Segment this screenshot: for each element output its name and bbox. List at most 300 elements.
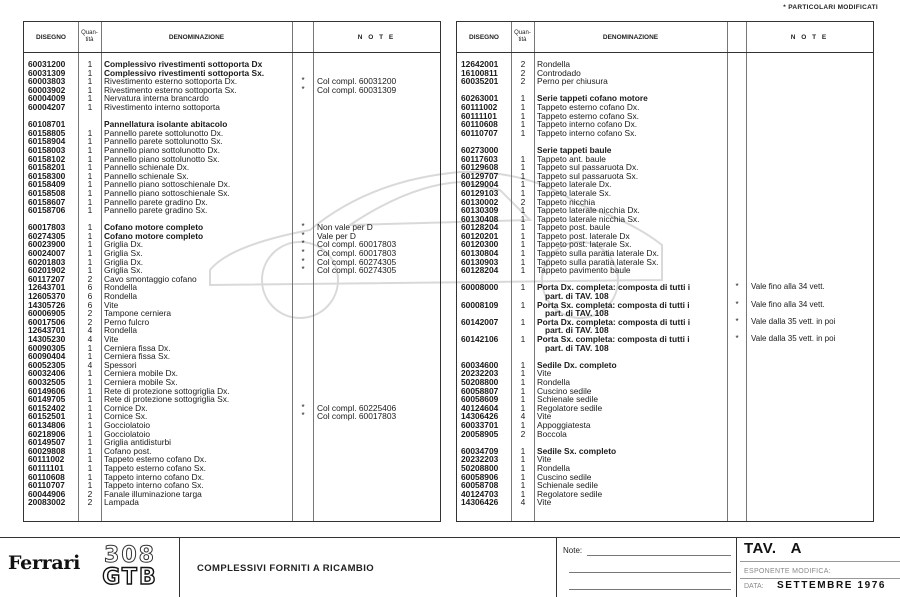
model-number: 308 xyxy=(104,543,156,568)
table-row xyxy=(24,481,440,490)
quantity: 1 xyxy=(87,454,93,465)
quantity: 2 xyxy=(520,196,526,207)
modified-parts-legend: * PARTICOLARI MODIFICATI xyxy=(783,4,878,11)
quantity: 1 xyxy=(87,101,93,112)
quantity: 2 xyxy=(87,316,93,327)
part-code: 60158409 xyxy=(28,179,66,190)
table-row xyxy=(457,198,873,207)
notes-line xyxy=(569,572,731,573)
table-row xyxy=(24,180,440,189)
description-line: Tappeto sul passaruota Dx. xyxy=(537,162,639,173)
description-line: Tappeto sulla paratia laterale Dx. xyxy=(537,248,659,259)
quantity: 1 xyxy=(520,394,526,405)
tav-label: TAV. xyxy=(744,540,777,557)
description-line: Tappeto esterno cofano Sx. xyxy=(537,110,639,121)
part-code: 60263001 xyxy=(461,93,499,104)
quantity: 2 xyxy=(87,273,93,284)
quantity: 1 xyxy=(87,187,93,198)
note: Vale dalla 35 vett. in poi xyxy=(751,334,836,343)
quantity: 4 xyxy=(87,359,93,370)
quantity: 1 xyxy=(520,179,526,190)
description-line: Rondella xyxy=(104,291,138,302)
part-code: 60034600 xyxy=(461,359,499,370)
description-line: Tappeto ant. baule xyxy=(537,153,606,164)
part-code: 60111101 xyxy=(28,462,64,473)
modified-marker: * xyxy=(301,76,305,86)
part-code: 60134806 xyxy=(28,419,66,430)
table-row xyxy=(24,430,440,439)
part-code: 14305726 xyxy=(28,299,66,310)
table-row xyxy=(24,292,440,301)
quantity: 1 xyxy=(520,239,526,250)
table-row xyxy=(24,344,440,353)
part-code: 20232203 xyxy=(461,368,499,379)
quantity: 1 xyxy=(520,187,526,198)
table-row xyxy=(457,283,873,300)
table-row xyxy=(24,146,440,155)
description-line: Pannello parete gradino Sx. xyxy=(104,205,208,216)
modified-marker: * xyxy=(301,265,305,275)
quantity: 4 xyxy=(520,411,526,422)
quantity: 1 xyxy=(520,488,526,499)
table-header xyxy=(457,22,873,53)
description-line: Tappeto laterale nicchia Sx. xyxy=(537,213,640,224)
table-row xyxy=(24,369,440,378)
part-code: 60108701 xyxy=(28,119,66,130)
modified-marker: * xyxy=(301,84,305,94)
part-code: 60090305 xyxy=(28,342,66,353)
quantity: 1 xyxy=(520,153,526,164)
esponente-modifica: ESPONENTE MODIFICA: xyxy=(744,568,831,575)
table-row xyxy=(457,301,873,318)
table-row xyxy=(457,387,873,396)
description-line: Tappeto post. laterale Sx. xyxy=(537,239,632,250)
description-line: Serie tappeti baule xyxy=(537,144,612,155)
description-line: Cavo smontaggio cofano xyxy=(104,273,197,284)
description-line: Tappeto post. baule xyxy=(537,222,611,233)
quantity: 1 xyxy=(520,93,526,104)
part-code: 60110707 xyxy=(28,480,65,491)
description-line: Pannello schienale Sx. xyxy=(104,170,189,181)
part-code: 20232203 xyxy=(461,454,499,465)
quantity: 1 xyxy=(87,136,93,147)
quantity: 1 xyxy=(520,334,526,344)
table-row xyxy=(457,240,873,249)
description-line: Tappeto interno cofano Dx. xyxy=(537,119,638,130)
part-code: 60201902 xyxy=(28,265,66,276)
parts-table-right xyxy=(456,21,874,522)
quantity: 1 xyxy=(87,342,93,353)
quantity: 1 xyxy=(520,248,526,259)
table-row xyxy=(457,146,873,155)
part-code: 60006905 xyxy=(28,308,66,319)
part-code: 60120300 xyxy=(461,239,499,250)
table-row xyxy=(24,266,440,275)
part-code: 60149606 xyxy=(28,385,66,396)
part-code: 60032406 xyxy=(28,368,66,379)
part-code: 16100811 xyxy=(461,67,498,78)
part-code: 60058906 xyxy=(461,471,499,482)
part-code: 40124703 xyxy=(461,488,499,499)
part-code: 60044906 xyxy=(28,488,66,499)
part-code: 60129103 xyxy=(461,187,499,198)
description-line: Tappeto laterale nicchia Dx. xyxy=(537,205,640,216)
modified-marker: * xyxy=(301,230,305,240)
description xyxy=(537,498,551,507)
description xyxy=(104,206,207,215)
table-row xyxy=(457,498,873,507)
table-row xyxy=(457,249,873,258)
part-code: 60117603 xyxy=(461,153,498,164)
part-code: 60031309 xyxy=(28,67,66,78)
table-row xyxy=(457,206,873,215)
table-row xyxy=(24,318,440,327)
description-line: Pannello schienale Dx. xyxy=(104,162,190,173)
quantity: 2 xyxy=(520,428,526,439)
header-disegno: DISEGNO xyxy=(469,33,499,41)
description-line: Gocciolatoio xyxy=(104,428,151,439)
part-code: 60149705 xyxy=(28,394,66,405)
quantity: 1 xyxy=(87,196,93,207)
quantity: 4 xyxy=(87,334,93,344)
part-code: 14305230 xyxy=(28,334,66,344)
description-line: Pannello piano sottolunotto Dx. xyxy=(104,144,220,155)
description-line: Schienale sedile xyxy=(537,480,598,491)
table-row xyxy=(457,215,873,224)
quantity: 4 xyxy=(87,325,93,336)
part-code: 60129707 xyxy=(461,170,499,181)
note: Col compl. 60031200 xyxy=(317,76,397,87)
description-line: Perno fulcro xyxy=(104,316,150,327)
table-row xyxy=(24,326,440,335)
description-line: Complessivo rivestimenti sottoporta Dx xyxy=(104,59,263,69)
note: Non vale per D xyxy=(317,222,373,233)
note: Col compl. 60274305 xyxy=(317,256,397,267)
description-line: Vite xyxy=(537,497,552,508)
part-code: 60035201 xyxy=(461,76,499,87)
description-line: Tappeto laterale Sx. xyxy=(537,187,612,198)
table-row xyxy=(457,318,873,335)
part-code: 14306426 xyxy=(461,497,499,508)
description-continuation: part. di TAV. 108 xyxy=(545,308,609,319)
description-line: Serie tappeti cofano motore xyxy=(537,93,648,104)
quantity: 2 xyxy=(87,497,93,508)
description-line: Tappeto nicchia xyxy=(537,196,596,207)
part-code: 60058609 xyxy=(461,394,499,405)
quantity: 1 xyxy=(520,376,526,387)
table-row xyxy=(24,223,440,232)
header-quantita: Quan- tità xyxy=(81,30,98,43)
table-row xyxy=(457,490,873,499)
header-denominazione: DENOMINAZIONE xyxy=(602,33,659,41)
table-row xyxy=(24,120,440,129)
modified-marker: * xyxy=(301,222,305,232)
quantity: 2 xyxy=(87,488,93,499)
quantity: 2 xyxy=(520,59,526,69)
description xyxy=(104,498,139,507)
description-line: Tappeto esterno cofano Sx. xyxy=(104,462,206,473)
notes-line xyxy=(587,555,731,556)
table-row xyxy=(457,258,873,267)
table-row xyxy=(24,309,440,318)
quantity: 1 xyxy=(520,402,526,413)
table-row xyxy=(24,473,440,482)
part-code: 60218906 xyxy=(28,428,66,439)
table-row xyxy=(24,387,440,396)
description xyxy=(104,103,220,112)
quantity: 1 xyxy=(87,170,93,181)
description-line: Pannello piano sottoschienale Dx. xyxy=(104,179,231,190)
quantity: 1 xyxy=(87,84,93,95)
description xyxy=(537,335,690,352)
description-continuation: part. di TAV. 108 xyxy=(545,342,609,353)
quantity: 2 xyxy=(87,308,93,319)
modified-marker: * xyxy=(301,248,305,258)
quantity: 1 xyxy=(87,248,93,259)
quantity: 1 xyxy=(520,445,526,456)
quantity: 1 xyxy=(520,359,526,370)
table-row xyxy=(24,301,440,310)
description-line: Regolatore sedile xyxy=(537,488,603,499)
description-line: Griglia Dx. xyxy=(104,256,144,267)
notes-line xyxy=(569,589,731,590)
quantity: 1 xyxy=(520,385,526,396)
description-line: Rondella xyxy=(104,325,138,336)
header-note: N O T E xyxy=(790,33,829,41)
quantity: 2 xyxy=(520,67,526,78)
part-code: 60201803 xyxy=(28,256,66,267)
table-row xyxy=(24,283,440,292)
description xyxy=(537,77,608,86)
table-row xyxy=(457,421,873,430)
table-row xyxy=(24,447,440,456)
part-code: 60052305 xyxy=(28,359,66,370)
part-code: 60033701 xyxy=(461,419,499,430)
part-code: 50208800 xyxy=(461,462,499,473)
quantity: 1 xyxy=(87,351,93,362)
sheet-title: COMPLESSIVI FORNITI A RICAMBIO xyxy=(197,563,375,574)
note: Col compl. 60017803 xyxy=(317,248,397,259)
description-line: Tappeto laterale Dx. xyxy=(537,179,612,190)
table-row xyxy=(24,137,440,146)
quantity: 6 xyxy=(87,299,93,310)
table-row xyxy=(24,198,440,207)
part-code: 60090404 xyxy=(28,351,66,362)
part-code: 60149507 xyxy=(28,437,66,448)
table-row xyxy=(457,223,873,232)
table-row xyxy=(457,232,873,241)
part-code: 60274305 xyxy=(28,230,66,241)
modified-marker: * xyxy=(735,316,739,326)
table-row xyxy=(24,206,440,215)
description-line: Pannello parete gradino Dx. xyxy=(104,196,208,207)
data-label: DATA: xyxy=(744,583,764,590)
part-code: 60111002 xyxy=(28,454,65,465)
table-row xyxy=(24,189,440,198)
table-row xyxy=(24,455,440,464)
description-line: Nervatura interna brancardo xyxy=(104,93,209,104)
description-line: Tappeto sulla paratia laterale Sx. xyxy=(537,256,659,267)
table-row xyxy=(457,447,873,456)
description-line: Cofano motore completo xyxy=(104,230,204,241)
description-line: Pannello piano sottolunotto Sx. xyxy=(104,153,220,164)
description-line: Cofano motore completo xyxy=(104,222,204,233)
description-line: Griglia Dx. xyxy=(104,239,144,250)
modified-marker: * xyxy=(301,411,305,421)
table-body xyxy=(457,60,873,507)
description-line: Cornice Sx. xyxy=(104,411,148,422)
part-code: 60032505 xyxy=(28,376,66,387)
part-code: 60058708 xyxy=(461,480,499,491)
part-code: 60130804 xyxy=(461,248,499,259)
description-line: Tappeto post. laterale Dx xyxy=(537,230,630,241)
description xyxy=(537,283,690,300)
tav-number xyxy=(744,540,802,557)
header-disegno: DISEGNO xyxy=(36,33,66,41)
description-line: Rondella xyxy=(537,462,571,473)
quantity: 1 xyxy=(520,265,526,276)
quantity: 1 xyxy=(87,394,93,405)
quantity: 1 xyxy=(87,162,93,173)
table-row xyxy=(24,421,440,430)
quantity: 1 xyxy=(520,368,526,379)
description-line: Cofano post. xyxy=(104,445,152,456)
quantity: 1 xyxy=(87,67,93,78)
description-line: Vite xyxy=(537,454,552,465)
note: Col compl. 60017803 xyxy=(317,411,397,422)
table-row xyxy=(24,464,440,473)
quantity: 1 xyxy=(87,230,93,241)
table-row xyxy=(457,378,873,387)
quantity: 1 xyxy=(520,213,526,224)
quantity: 1 xyxy=(520,282,526,293)
description-line: Rondella xyxy=(537,59,571,69)
description-line: Cerniera mobile Sx. xyxy=(104,376,178,387)
description-line: Vite xyxy=(537,411,552,422)
note: Vale per D xyxy=(317,230,356,241)
table-row xyxy=(24,155,440,164)
part-code: 60129004 xyxy=(461,179,499,190)
table-row xyxy=(457,361,873,370)
description-line: Tappeto esterno cofano Dx. xyxy=(537,101,640,112)
part-code: 60158706 xyxy=(28,205,66,216)
header-denominazione: DENOMINAZIONE xyxy=(168,33,225,41)
table-row xyxy=(457,103,873,112)
part-code: 60129608 xyxy=(461,162,499,173)
quantity: 1 xyxy=(520,299,526,310)
part-code: 12643701 xyxy=(28,325,66,336)
description-line: Boccola xyxy=(537,428,567,439)
description-line: Rete di protezione sottogriglia Dx. xyxy=(104,385,230,396)
table-row xyxy=(24,94,440,103)
quantity: 1 xyxy=(520,471,526,482)
table-row xyxy=(457,335,873,352)
table-row xyxy=(24,129,440,138)
table-row xyxy=(457,430,873,439)
table-row xyxy=(24,86,440,95)
description-continuation: part. di TAV. 108 xyxy=(545,325,609,336)
part-code: 60158003 xyxy=(28,144,66,155)
table-row xyxy=(24,378,440,387)
quantity: 1 xyxy=(87,205,93,216)
description-line: Rivestimento interno sottoporta xyxy=(104,101,220,112)
note: Vale dalla 35 vett. in poi xyxy=(751,316,836,326)
part-code: 60158805 xyxy=(28,127,66,138)
part-code: 14306426 xyxy=(461,411,499,422)
parts-table-left xyxy=(23,21,441,522)
part-code: 60152402 xyxy=(28,402,66,413)
note: Col compl. 60274305 xyxy=(317,265,397,276)
notes-label: Note: xyxy=(563,546,583,555)
part-code: 60003902 xyxy=(28,84,66,95)
table-row xyxy=(457,464,873,473)
quantity: 1 xyxy=(87,480,93,491)
quantity: 1 xyxy=(520,480,526,491)
part-code: 60158102 xyxy=(28,153,66,164)
model-name: GTB xyxy=(102,565,158,590)
header-quantita: Quan- tità xyxy=(514,30,531,43)
table-row xyxy=(24,490,440,499)
part-code: 60111002 xyxy=(461,101,498,112)
part-code: 60130309 xyxy=(461,205,499,216)
table-row xyxy=(457,395,873,404)
table-row xyxy=(457,120,873,129)
description-line: Rondella xyxy=(537,376,571,387)
part-code: 60034709 xyxy=(461,445,499,456)
table-row xyxy=(457,172,873,181)
description-line: Pannello parete sottolunotto Dx. xyxy=(104,127,224,138)
table-row xyxy=(457,129,873,138)
quantity: 1 xyxy=(87,445,93,456)
part-code: 60110608 xyxy=(461,119,498,130)
part-code: 60031200 xyxy=(28,59,66,69)
description-line: Spessori xyxy=(104,359,137,370)
table-row xyxy=(457,155,873,164)
table-row xyxy=(457,69,873,78)
note: Col compl. 60031309 xyxy=(317,84,397,95)
tav-letter: A xyxy=(790,540,802,557)
quantity: 1 xyxy=(520,119,526,130)
table-row xyxy=(24,163,440,172)
part-code: 60017803 xyxy=(28,222,66,233)
table-body xyxy=(24,60,440,507)
part-code: 60017506 xyxy=(28,316,66,327)
part-code: 60273000 xyxy=(461,144,499,155)
part-code: 12605370 xyxy=(28,291,66,302)
quantity: 1 xyxy=(87,428,93,439)
description-line: Cornice Dx. xyxy=(104,402,148,413)
quantity: 1 xyxy=(87,437,93,448)
table-row xyxy=(457,180,873,189)
description-line: Tappeto interno cofano Sx. xyxy=(104,480,204,491)
description-line: Tappeto sul passaruota Sx. xyxy=(537,170,639,181)
header-note: N O T E xyxy=(357,33,396,41)
description-line: Tappeto interno cofano Dx. xyxy=(104,471,205,482)
part-code: 60029808 xyxy=(28,445,66,456)
table-row xyxy=(24,361,440,370)
description-line: Vite xyxy=(104,299,119,310)
table-row xyxy=(457,77,873,86)
table-row xyxy=(457,266,873,275)
description-line: Rondella xyxy=(104,282,138,293)
quantity: 1 xyxy=(520,462,526,473)
description-line: Tampone cerniera xyxy=(104,308,172,319)
quantity: 2 xyxy=(520,76,526,87)
quantity: 1 xyxy=(87,471,93,482)
part-code: 60152501 xyxy=(28,411,66,422)
part-code: 40124604 xyxy=(461,402,499,413)
table-row xyxy=(457,369,873,378)
